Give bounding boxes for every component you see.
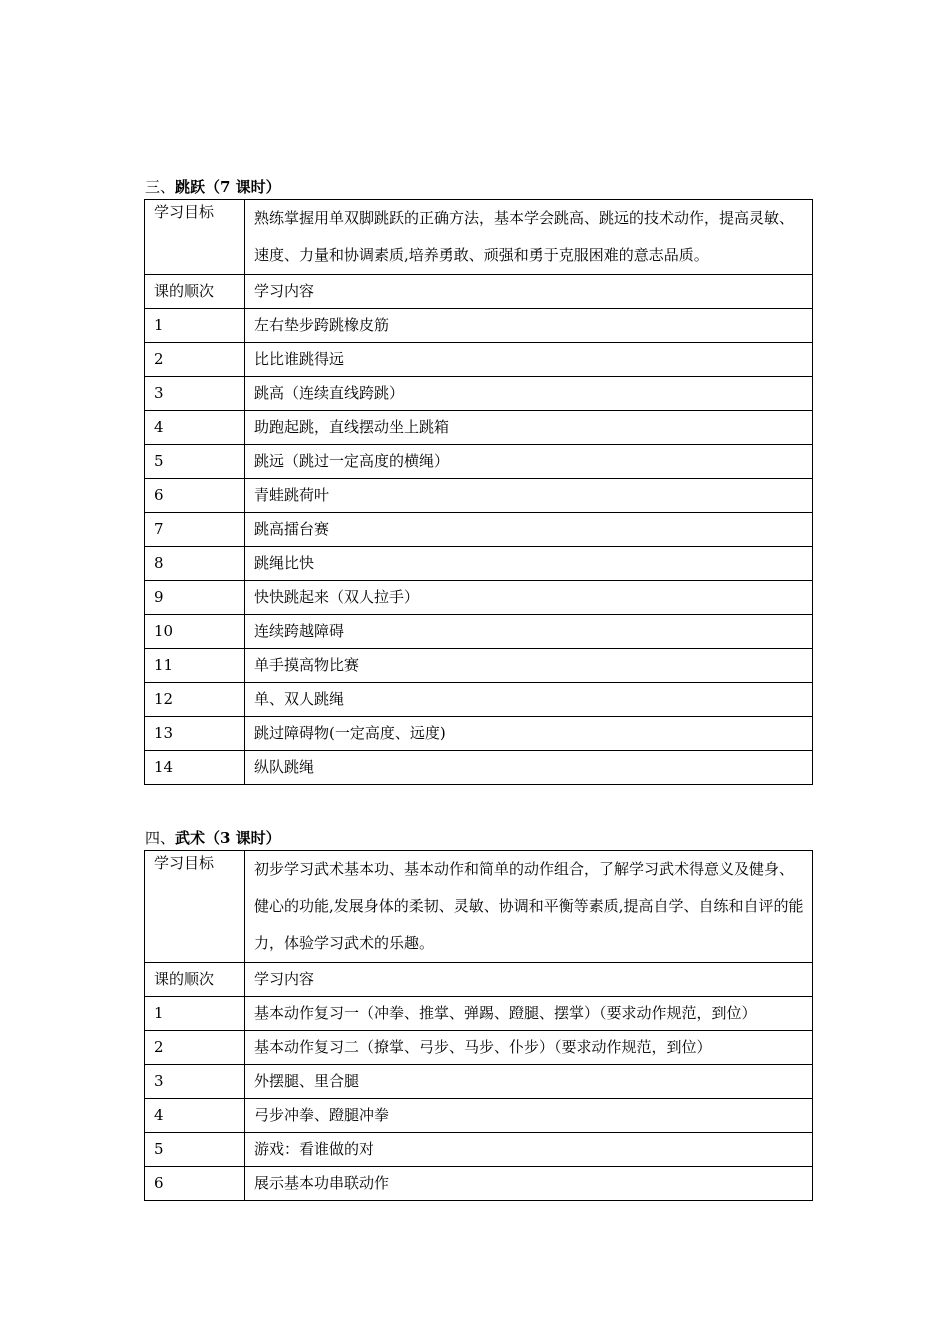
header-order: 课的顺次 xyxy=(145,963,245,997)
lesson-content: 单、双人跳绳 xyxy=(245,683,813,717)
lesson-number: 8 xyxy=(145,547,245,581)
section-title: 跳跃（7 课时） xyxy=(175,178,281,196)
lesson-content: 比比谁跳得远 xyxy=(245,343,813,377)
lesson-number: 9 xyxy=(145,581,245,615)
lesson-content: 跳绳比快 xyxy=(245,547,813,581)
lesson-number: 2 xyxy=(145,1031,245,1065)
lesson-content: 展示基本功串联动作 xyxy=(245,1167,813,1201)
table-row xyxy=(145,1065,813,1099)
lesson-content: 青蛙跳荷叶 xyxy=(245,479,813,513)
table-row xyxy=(145,997,813,1031)
section-heading-jumping xyxy=(145,177,281,197)
section-number: 三、 xyxy=(145,178,176,196)
table-row xyxy=(145,411,813,445)
table-row xyxy=(145,1099,813,1133)
table-row xyxy=(145,513,813,547)
lesson-content: 跳远（跳过一定高度的横绳） xyxy=(245,445,813,479)
goal-label: 学习目标 xyxy=(145,851,245,963)
section-heading-martial-arts xyxy=(145,828,281,848)
lesson-content: 左右垫步跨跳橡皮筋 xyxy=(245,309,813,343)
martial-arts-plan-table xyxy=(144,850,813,1201)
lesson-number: 4 xyxy=(145,1099,245,1133)
lesson-number: 3 xyxy=(145,377,245,411)
table-row xyxy=(145,683,813,717)
lesson-content: 弓步冲拳、蹬腿冲拳 xyxy=(245,1099,813,1133)
goal-label: 学习目标 xyxy=(145,200,245,275)
header-content: 学习内容 xyxy=(245,275,813,309)
goal-text: 初步学习武术基本功、基本动作和简单的动作组合，了解学习武术得意义及健身、健心的功能,发展身体的柔韧、灵敏、协调和平衡等素质,提高自学、自练和自评的能力，体验学习武术的乐趣。 xyxy=(245,851,813,963)
table-row xyxy=(145,445,813,479)
table-row xyxy=(145,479,813,513)
lesson-content: 游戏：看谁做的对 xyxy=(245,1133,813,1167)
lesson-number: 1 xyxy=(145,997,245,1031)
lesson-content: 快快跳起来（双人拉手） xyxy=(245,581,813,615)
section-title: 武术（3 课时） xyxy=(175,829,281,847)
lesson-number: 12 xyxy=(145,683,245,717)
lesson-content: 跳高擂台赛 xyxy=(245,513,813,547)
lesson-content: 纵队跳绳 xyxy=(245,751,813,785)
header-content: 学习内容 xyxy=(245,963,813,997)
lesson-content: 基本动作复习二（撩掌、弓步、马步、仆步）（要求动作规范，到位） xyxy=(245,1031,813,1065)
table-row xyxy=(145,1167,813,1201)
table-row xyxy=(145,343,813,377)
table-row xyxy=(145,615,813,649)
table-row xyxy=(145,309,813,343)
goal-text: 熟练掌握用单双脚跳跃的正确方法，基本学会跳高、跳远的技术动作，提高灵敏、速度、力量和协调素质,培养勇敢、顽强和勇于克服困难的意志品质。 xyxy=(245,200,813,275)
lesson-content: 单手摸高物比赛 xyxy=(245,649,813,683)
table-row xyxy=(145,649,813,683)
goal-row xyxy=(145,851,813,963)
lesson-number: 14 xyxy=(145,751,245,785)
lesson-number: 5 xyxy=(145,445,245,479)
table-header-row xyxy=(145,963,813,997)
lesson-content: 跳高（连续直线跨跳） xyxy=(245,377,813,411)
lesson-number: 5 xyxy=(145,1133,245,1167)
lesson-number: 3 xyxy=(145,1065,245,1099)
jumping-plan-table xyxy=(144,199,813,785)
lesson-content: 基本动作复习一（冲拳、推掌、弹踢、蹬腿、摆掌）（要求动作规范，到位） xyxy=(245,997,813,1031)
lesson-number: 4 xyxy=(145,411,245,445)
table-row xyxy=(145,377,813,411)
goal-row xyxy=(145,200,813,275)
table-header-row xyxy=(145,275,813,309)
lesson-content: 助跑起跳，直线摆动坐上跳箱 xyxy=(245,411,813,445)
lesson-number: 1 xyxy=(145,309,245,343)
table-row xyxy=(145,751,813,785)
header-order: 课的顺次 xyxy=(145,275,245,309)
lesson-number: 10 xyxy=(145,615,245,649)
lesson-number: 7 xyxy=(145,513,245,547)
lesson-content: 外摆腿、里合腿 xyxy=(245,1065,813,1099)
lesson-number: 13 xyxy=(145,717,245,751)
table-row xyxy=(145,717,813,751)
table-row xyxy=(145,581,813,615)
lesson-content: 连续跨越障碍 xyxy=(245,615,813,649)
table-row xyxy=(145,1133,813,1167)
lesson-content: 跳过障碍物(一定高度、远度) xyxy=(245,717,813,751)
table-row xyxy=(145,1031,813,1065)
lesson-number: 6 xyxy=(145,479,245,513)
lesson-number: 2 xyxy=(145,343,245,377)
lesson-number: 6 xyxy=(145,1167,245,1201)
table-row xyxy=(145,547,813,581)
section-number: 四、 xyxy=(145,829,176,847)
lesson-number: 11 xyxy=(145,649,245,683)
